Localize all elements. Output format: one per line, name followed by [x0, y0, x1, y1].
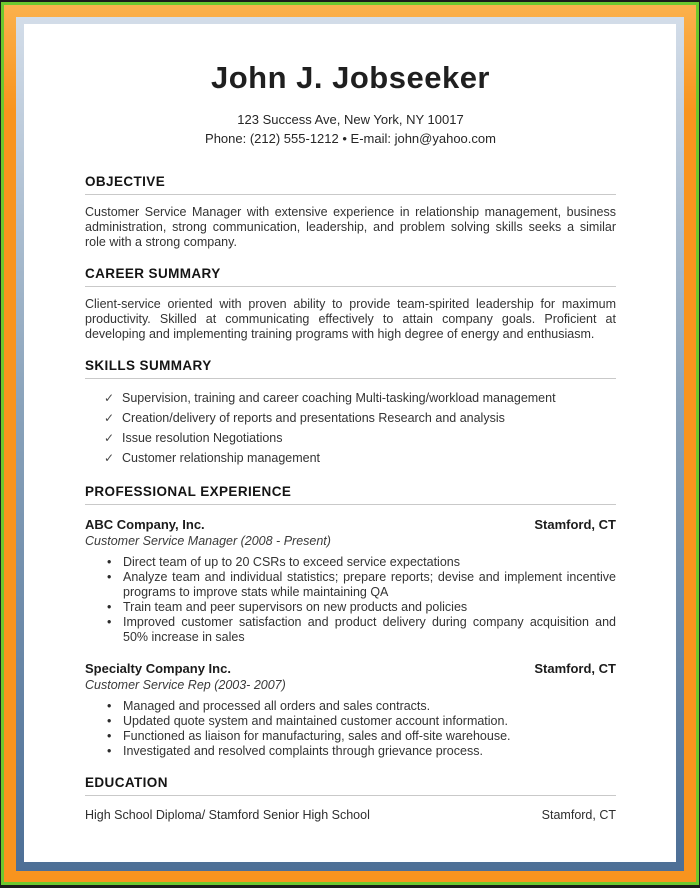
experience-heading: PROFESSIONAL EXPERIENCE — [85, 484, 616, 505]
job-bullet-text: Improved customer satisfaction and product delivery during company acquisition and 50% increase in sales — [123, 615, 616, 644]
job-bullet-list — [85, 555, 616, 645]
job-bullet — [85, 570, 616, 600]
job-location: Stamford, CT — [534, 517, 616, 532]
job-bullet-text: Managed and processed all orders and sales contracts. — [123, 699, 431, 713]
job-bullet-text: Train team and peer supervisors on new products and policies — [123, 600, 468, 614]
bullet-icon: • — [107, 600, 112, 614]
check-icon: ✓ — [104, 431, 115, 445]
job-role: Customer Service Manager (2008 - Present) — [85, 534, 331, 548]
skills-list — [85, 391, 616, 466]
job-bullet-list — [85, 699, 616, 759]
skill-item-text: Creation/delivery of reports and presentations Research and analysis — [122, 411, 505, 425]
objective-heading: OBJECTIVE — [85, 174, 616, 195]
job-bullet-text: Investigated and resolved complaints through grievance process. — [123, 744, 483, 758]
skill-item — [85, 391, 616, 406]
job-bullet — [85, 555, 616, 570]
job-bullet — [85, 744, 616, 759]
skill-item-text: Issue resolution Negotiations — [122, 431, 283, 445]
bullet-icon: • — [107, 555, 112, 569]
check-icon: ✓ — [104, 411, 115, 425]
job-bullet-text: Analyze team and individual statistics; prepare reports; devise and implement incentive programs to improve stats while maintaining QA — [123, 570, 616, 599]
education-entry — [85, 808, 616, 823]
job-bullet — [85, 714, 616, 729]
person-name: John J. Jobseeker — [210, 60, 490, 95]
job-location: Stamford, CT — [534, 661, 616, 676]
bullet-icon: • — [107, 714, 112, 728]
job-entry — [85, 517, 616, 645]
career-summary-heading: CAREER SUMMARY — [85, 266, 616, 287]
job-bullet-text: Functioned as liaison for manufacturing, sales and off-site warehouse. — [123, 729, 511, 743]
job-header-row — [85, 517, 616, 532]
company-name: ABC Company, Inc. — [85, 517, 205, 532]
check-icon: ✓ — [104, 391, 115, 405]
job-header-row — [85, 661, 616, 676]
education-location: Stamford, CT — [541, 808, 616, 822]
skill-item — [85, 431, 616, 446]
skills-summary-heading: SKILLS SUMMARY — [85, 358, 616, 379]
bullet-icon: • — [107, 729, 112, 743]
resume-page — [24, 24, 676, 862]
bullet-icon: • — [107, 570, 112, 584]
job-bullet — [85, 699, 616, 714]
job-bullet-text: Direct team of up to 20 CSRs to exceed service expectations — [123, 555, 460, 569]
check-icon: ✓ — [104, 451, 115, 465]
address-line: 123 Success Ave, New York, NY 10017 — [237, 112, 464, 127]
job-bullet — [85, 615, 616, 645]
job-bullet — [85, 729, 616, 744]
education-detail: High School Diploma/ Stamford Senior High School — [85, 808, 370, 822]
bullet-icon: • — [107, 615, 112, 629]
phone-email-line: Phone: (212) 555-1212 • E-mail: john@yahoo.com — [205, 131, 496, 146]
job-role: Customer Service Rep (2003- 2007) — [85, 678, 286, 692]
skill-item — [85, 451, 616, 466]
contact-block — [85, 110, 616, 148]
job-bullet — [85, 600, 616, 615]
skill-item-text: Supervision, training and career coaching Multi-tasking/workload management — [122, 391, 556, 405]
job-bullet-text: Updated quote system and maintained customer account information. — [123, 714, 508, 728]
career-summary-text: Client-service oriented with proven ability to provide team-spirited leadership for maximum productivity. Skilled at communicating effectively to attain company goals. Proficient at developing and implementing training programs with high degree of energy and enthusiasm. — [85, 297, 616, 341]
education-heading: EDUCATION — [85, 775, 616, 796]
skill-item-text: Customer relationship management — [122, 451, 321, 465]
company-name: Specialty Company Inc. — [85, 661, 231, 676]
objective-text: Customer Service Manager with extensive experience in relationship management, business administration, strong communication, leadership, and problem solving skills seeks a similar role with a strong company. — [85, 205, 616, 249]
skill-item — [85, 411, 616, 426]
job-entry — [85, 661, 616, 759]
bullet-icon: • — [107, 699, 112, 713]
bullet-icon: • — [107, 744, 112, 758]
